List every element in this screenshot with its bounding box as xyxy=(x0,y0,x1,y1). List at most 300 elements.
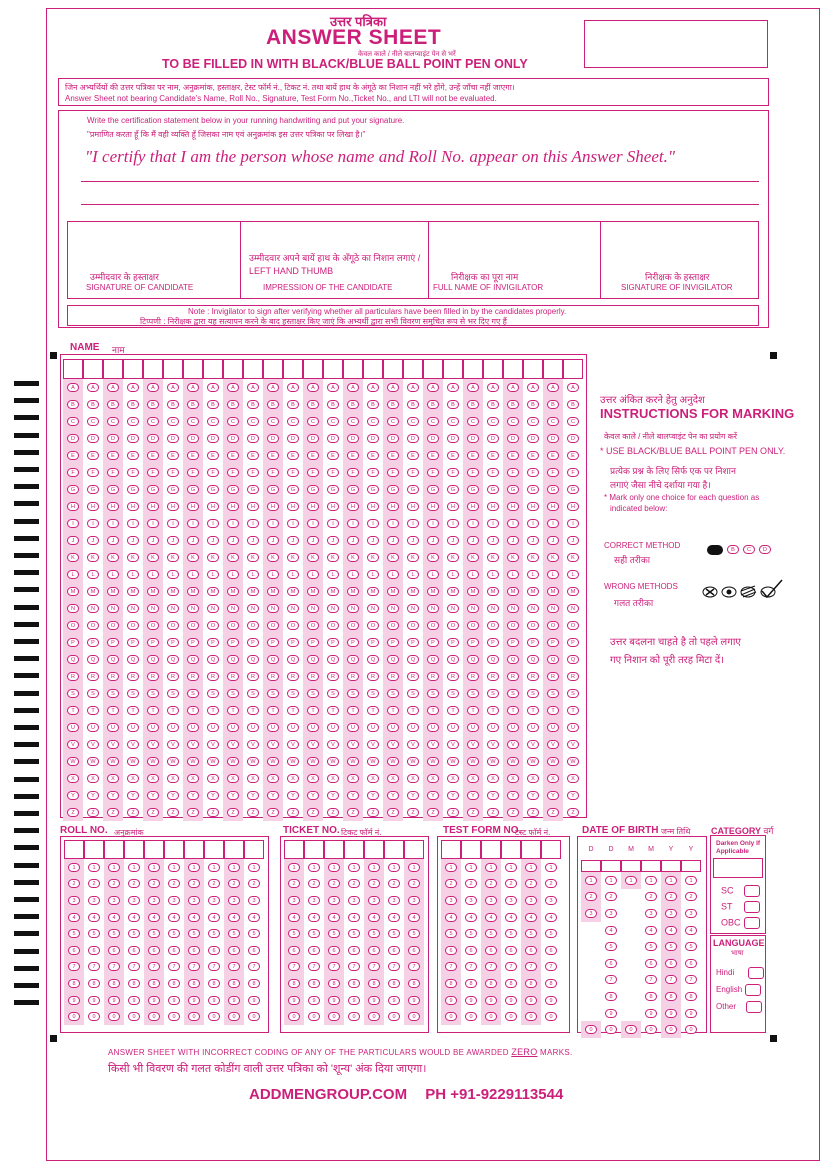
name-bubble[interactable]: M xyxy=(507,587,519,596)
name-bubble[interactable]: R xyxy=(547,672,559,681)
ticket-no-bubble[interactable]: 6 xyxy=(368,946,380,955)
name-bubble[interactable]: P xyxy=(327,638,339,647)
name-bubble[interactable]: Q xyxy=(287,655,299,664)
name-bubble[interactable]: T xyxy=(567,706,579,715)
name-bubble[interactable]: C xyxy=(167,417,179,426)
name-bubble[interactable]: N xyxy=(447,604,459,613)
roll-no-bubble[interactable]: 2 xyxy=(188,879,200,888)
name-bubble[interactable]: P xyxy=(507,638,519,647)
dob-bubble[interactable]: 1 xyxy=(645,876,657,885)
name-bubble[interactable]: O xyxy=(147,621,159,630)
name-bubble[interactable]: N xyxy=(227,604,239,613)
name-bubble[interactable]: Y xyxy=(347,791,359,800)
ticket-no-bubble[interactable]: 3 xyxy=(388,896,400,905)
test-form-no-bubble[interactable]: 9 xyxy=(525,996,537,1005)
name-bubble[interactable]: W xyxy=(387,757,399,766)
name-bubble[interactable]: Q xyxy=(307,655,319,664)
name-bubble[interactable]: X xyxy=(547,774,559,783)
roll-no-bubble[interactable]: 6 xyxy=(88,946,100,955)
name-bubble[interactable]: P xyxy=(407,638,419,647)
test-form-no-bubble[interactable]: 8 xyxy=(545,979,557,988)
name-bubble[interactable]: O xyxy=(187,621,199,630)
dob-bubble[interactable]: 2 xyxy=(645,892,657,901)
name-bubble[interactable]: G xyxy=(167,485,179,494)
name-bubble[interactable]: V xyxy=(547,740,559,749)
name-bubble[interactable]: Q xyxy=(567,655,579,664)
dob-bubble[interactable]: 1 xyxy=(625,876,637,885)
name-bubble[interactable]: P xyxy=(207,638,219,647)
name-bubble[interactable]: Z xyxy=(407,808,419,817)
name-bubble[interactable]: T xyxy=(287,706,299,715)
name-write-box[interactable] xyxy=(163,359,183,379)
name-bubble[interactable]: S xyxy=(387,689,399,698)
name-bubble[interactable]: O xyxy=(107,621,119,630)
name-bubble[interactable]: W xyxy=(567,757,579,766)
name-bubble[interactable]: J xyxy=(187,536,199,545)
name-bubble[interactable]: J xyxy=(387,536,399,545)
roll-no-bubble[interactable]: 5 xyxy=(248,929,260,938)
name-bubble[interactable]: R xyxy=(527,672,539,681)
name-bubble[interactable]: V xyxy=(567,740,579,749)
name-bubble[interactable]: O xyxy=(267,621,279,630)
name-bubble[interactable]: Y xyxy=(267,791,279,800)
ticket-no-bubble[interactable]: 6 xyxy=(308,946,320,955)
ticket-no-bubble[interactable]: 3 xyxy=(328,896,340,905)
name-bubble[interactable]: A xyxy=(307,383,319,392)
name-bubble[interactable]: U xyxy=(567,723,579,732)
name-bubble[interactable]: W xyxy=(167,757,179,766)
name-bubble[interactable]: S xyxy=(67,689,79,698)
roll-no-bubble[interactable]: 2 xyxy=(108,879,120,888)
name-bubble[interactable]: E xyxy=(267,451,279,460)
roll-no-bubble[interactable]: 1 xyxy=(128,863,140,872)
name-bubble[interactable]: T xyxy=(107,706,119,715)
test-form-no-bubble[interactable]: 5 xyxy=(505,929,517,938)
name-bubble[interactable]: O xyxy=(67,621,79,630)
roll-no-bubble[interactable]: 8 xyxy=(108,979,120,988)
name-bubble[interactable]: N xyxy=(547,604,559,613)
test-form-no-write-box[interactable] xyxy=(461,840,481,859)
name-bubble[interactable]: O xyxy=(367,621,379,630)
name-bubble[interactable]: K xyxy=(127,553,139,562)
name-bubble[interactable]: R xyxy=(447,672,459,681)
roll-no-bubble[interactable]: 7 xyxy=(168,962,180,971)
name-write-box[interactable] xyxy=(303,359,323,379)
name-bubble[interactable]: Q xyxy=(227,655,239,664)
name-bubble[interactable]: R xyxy=(347,672,359,681)
name-bubble[interactable]: W xyxy=(427,757,439,766)
name-bubble[interactable]: O xyxy=(287,621,299,630)
name-bubble[interactable]: X xyxy=(87,774,99,783)
name-bubble[interactable]: Q xyxy=(507,655,519,664)
test-form-no-write-box[interactable] xyxy=(541,840,561,859)
name-bubble[interactable]: Z xyxy=(347,808,359,817)
dob-bubble[interactable]: 8 xyxy=(645,992,657,1001)
test-form-no-bubble[interactable]: 5 xyxy=(485,929,497,938)
test-form-no-bubble[interactable]: 6 xyxy=(505,946,517,955)
ticket-no-write-box[interactable] xyxy=(284,840,304,859)
ticket-no-bubble[interactable]: 9 xyxy=(368,996,380,1005)
name-bubble[interactable]: G xyxy=(87,485,99,494)
name-bubble[interactable]: I xyxy=(247,519,259,528)
hindi-checkbox[interactable] xyxy=(748,967,764,979)
name-bubble[interactable]: W xyxy=(347,757,359,766)
name-bubble[interactable]: Y xyxy=(507,791,519,800)
name-bubble[interactable]: Y xyxy=(387,791,399,800)
test-form-no-bubble[interactable]: 4 xyxy=(445,913,457,922)
name-bubble[interactable]: A xyxy=(127,383,139,392)
roll-no-bubble[interactable]: 2 xyxy=(208,879,220,888)
ticket-no-bubble[interactable]: 8 xyxy=(328,979,340,988)
name-bubble[interactable]: N xyxy=(487,604,499,613)
name-bubble[interactable]: H xyxy=(367,502,379,511)
name-bubble[interactable]: G xyxy=(127,485,139,494)
name-bubble[interactable]: X xyxy=(307,774,319,783)
name-bubble[interactable]: L xyxy=(227,570,239,579)
name-bubble[interactable]: X xyxy=(487,774,499,783)
name-bubble[interactable]: J xyxy=(367,536,379,545)
name-bubble[interactable]: E xyxy=(67,451,79,460)
name-bubble[interactable]: T xyxy=(67,706,79,715)
name-bubble[interactable]: H xyxy=(567,502,579,511)
name-bubble[interactable]: F xyxy=(367,468,379,477)
name-bubble[interactable]: J xyxy=(487,536,499,545)
name-bubble[interactable]: A xyxy=(347,383,359,392)
name-bubble[interactable]: D xyxy=(547,434,559,443)
name-bubble[interactable]: N xyxy=(67,604,79,613)
test-form-no-bubble[interactable]: 8 xyxy=(505,979,517,988)
name-bubble[interactable]: D xyxy=(267,434,279,443)
name-bubble[interactable]: R xyxy=(287,672,299,681)
test-form-no-bubble[interactable]: 1 xyxy=(545,863,557,872)
dob-bubble[interactable]: 1 xyxy=(605,876,617,885)
name-bubble[interactable]: L xyxy=(67,570,79,579)
name-bubble[interactable]: O xyxy=(467,621,479,630)
name-bubble[interactable]: Q xyxy=(247,655,259,664)
ticket-no-bubble[interactable]: 6 xyxy=(388,946,400,955)
name-bubble[interactable]: B xyxy=(567,400,579,409)
roll-no-bubble[interactable]: 2 xyxy=(148,879,160,888)
name-bubble[interactable]: E xyxy=(347,451,359,460)
name-bubble[interactable]: N xyxy=(347,604,359,613)
name-bubble[interactable]: U xyxy=(187,723,199,732)
name-bubble[interactable]: F xyxy=(247,468,259,477)
test-form-no-bubble[interactable]: 8 xyxy=(445,979,457,988)
roll-no-bubble[interactable]: 2 xyxy=(88,879,100,888)
name-bubble[interactable]: Y xyxy=(547,791,559,800)
name-bubble[interactable]: C xyxy=(107,417,119,426)
name-bubble[interactable]: C xyxy=(447,417,459,426)
name-bubble[interactable]: B xyxy=(447,400,459,409)
name-bubble[interactable]: F xyxy=(567,468,579,477)
name-bubble[interactable]: Y xyxy=(527,791,539,800)
ticket-no-bubble[interactable]: 4 xyxy=(388,913,400,922)
name-bubble[interactable]: E xyxy=(387,451,399,460)
test-form-no-bubble[interactable]: 6 xyxy=(525,946,537,955)
ticket-no-bubble[interactable]: 7 xyxy=(368,962,380,971)
roll-no-bubble[interactable]: 9 xyxy=(68,996,80,1005)
name-bubble[interactable]: A xyxy=(147,383,159,392)
name-bubble[interactable]: I xyxy=(207,519,219,528)
name-bubble[interactable]: P xyxy=(527,638,539,647)
invigilator-name-field[interactable]: निरीक्षक का पूरा नाम FULL NAME OF INVIGILATOR xyxy=(433,272,544,292)
ticket-no-bubble[interactable]: 1 xyxy=(308,863,320,872)
name-bubble[interactable]: G xyxy=(467,485,479,494)
name-bubble[interactable]: J xyxy=(327,536,339,545)
roll-no-bubble[interactable]: 7 xyxy=(228,962,240,971)
name-bubble[interactable]: G xyxy=(147,485,159,494)
sc-checkbox[interactable] xyxy=(744,885,760,897)
roll-no-bubble[interactable]: 0 xyxy=(108,1012,120,1021)
name-bubble[interactable]: G xyxy=(187,485,199,494)
name-bubble[interactable]: K xyxy=(187,553,199,562)
name-bubble[interactable]: Y xyxy=(207,791,219,800)
name-bubble[interactable]: E xyxy=(507,451,519,460)
name-bubble[interactable]: F xyxy=(87,468,99,477)
roll-no-bubble[interactable]: 2 xyxy=(128,879,140,888)
name-bubble[interactable]: R xyxy=(87,672,99,681)
name-bubble[interactable]: C xyxy=(467,417,479,426)
roll-no-bubble[interactable]: 1 xyxy=(248,863,260,872)
name-bubble[interactable]: Z xyxy=(447,808,459,817)
name-bubble[interactable]: G xyxy=(107,485,119,494)
name-write-box[interactable] xyxy=(563,359,583,379)
name-bubble[interactable]: H xyxy=(327,502,339,511)
name-bubble[interactable]: L xyxy=(247,570,259,579)
name-bubble[interactable]: M xyxy=(227,587,239,596)
name-bubble[interactable]: L xyxy=(527,570,539,579)
name-bubble[interactable]: Q xyxy=(207,655,219,664)
name-bubble[interactable]: W xyxy=(287,757,299,766)
roll-no-bubble[interactable]: 3 xyxy=(88,896,100,905)
name-bubble[interactable]: G xyxy=(247,485,259,494)
roll-no-bubble[interactable]: 0 xyxy=(148,1012,160,1021)
roll-no-bubble[interactable]: 9 xyxy=(168,996,180,1005)
name-bubble[interactable]: E xyxy=(147,451,159,460)
name-bubble[interactable]: U xyxy=(547,723,559,732)
name-bubble[interactable]: U xyxy=(487,723,499,732)
name-bubble[interactable]: O xyxy=(327,621,339,630)
name-bubble[interactable]: C xyxy=(287,417,299,426)
name-bubble[interactable]: C xyxy=(307,417,319,426)
ticket-no-bubble[interactable]: 1 xyxy=(328,863,340,872)
name-bubble[interactable]: Q xyxy=(487,655,499,664)
name-bubble[interactable]: L xyxy=(287,570,299,579)
test-form-no-bubble[interactable]: 3 xyxy=(505,896,517,905)
name-bubble[interactable]: O xyxy=(507,621,519,630)
name-bubble[interactable]: W xyxy=(67,757,79,766)
name-bubble[interactable]: M xyxy=(427,587,439,596)
test-form-no-bubble[interactable]: 4 xyxy=(545,913,557,922)
test-form-no-bubble[interactable]: 0 xyxy=(465,1012,477,1021)
name-bubble[interactable]: W xyxy=(467,757,479,766)
category-code-box[interactable] xyxy=(713,858,763,878)
name-bubble[interactable]: U xyxy=(267,723,279,732)
roll-no-bubble[interactable]: 8 xyxy=(248,979,260,988)
name-bubble[interactable]: X xyxy=(167,774,179,783)
name-bubble[interactable]: Y xyxy=(187,791,199,800)
dob-bubble[interactable]: 2 xyxy=(685,892,697,901)
name-bubble[interactable]: U xyxy=(407,723,419,732)
name-bubble[interactable]: J xyxy=(127,536,139,545)
roll-no-bubble[interactable]: 8 xyxy=(168,979,180,988)
name-bubble[interactable]: J xyxy=(107,536,119,545)
name-bubble[interactable]: H xyxy=(107,502,119,511)
test-form-no-bubble[interactable]: 3 xyxy=(445,896,457,905)
name-bubble[interactable]: F xyxy=(327,468,339,477)
name-bubble[interactable]: V xyxy=(467,740,479,749)
name-bubble[interactable]: V xyxy=(87,740,99,749)
name-bubble[interactable]: C xyxy=(347,417,359,426)
name-bubble[interactable]: M xyxy=(367,587,379,596)
name-bubble[interactable]: J xyxy=(207,536,219,545)
name-bubble[interactable]: U xyxy=(307,723,319,732)
name-bubble[interactable]: X xyxy=(327,774,339,783)
roll-no-bubble[interactable]: 7 xyxy=(68,962,80,971)
roll-no-bubble[interactable]: 5 xyxy=(88,929,100,938)
name-bubble[interactable]: L xyxy=(347,570,359,579)
name-write-box[interactable] xyxy=(403,359,423,379)
name-bubble[interactable]: D xyxy=(87,434,99,443)
ticket-no-bubble[interactable]: 4 xyxy=(328,913,340,922)
roll-no-bubble[interactable]: 3 xyxy=(128,896,140,905)
name-bubble[interactable]: C xyxy=(87,417,99,426)
name-bubble[interactable]: W xyxy=(447,757,459,766)
dob-bubble[interactable]: 9 xyxy=(685,1009,697,1018)
roll-no-bubble[interactable]: 7 xyxy=(88,962,100,971)
dob-bubble[interactable]: 5 xyxy=(685,942,697,951)
name-bubble[interactable]: M xyxy=(167,587,179,596)
name-bubble[interactable]: B xyxy=(267,400,279,409)
ticket-no-bubble[interactable]: 3 xyxy=(408,896,420,905)
name-bubble[interactable]: C xyxy=(387,417,399,426)
name-bubble[interactable]: J xyxy=(167,536,179,545)
name-bubble[interactable]: Z xyxy=(467,808,479,817)
name-bubble[interactable]: X xyxy=(147,774,159,783)
ticket-no-bubble[interactable]: 8 xyxy=(388,979,400,988)
roll-no-bubble[interactable]: 6 xyxy=(68,946,80,955)
name-write-box[interactable] xyxy=(443,359,463,379)
name-bubble[interactable]: H xyxy=(167,502,179,511)
roll-no-bubble[interactable]: 6 xyxy=(248,946,260,955)
test-form-no-bubble[interactable]: 7 xyxy=(445,962,457,971)
name-write-box[interactable] xyxy=(63,359,83,379)
name-bubble[interactable]: A xyxy=(367,383,379,392)
name-bubble[interactable]: W xyxy=(127,757,139,766)
name-write-box[interactable] xyxy=(183,359,203,379)
ticket-no-bubble[interactable]: 0 xyxy=(328,1012,340,1021)
roll-no-write-box[interactable] xyxy=(144,840,164,859)
name-bubble[interactable]: D xyxy=(507,434,519,443)
ticket-no-bubble[interactable]: 6 xyxy=(288,946,300,955)
name-bubble[interactable]: W xyxy=(187,757,199,766)
name-bubble[interactable]: V xyxy=(267,740,279,749)
test-form-no-bubble[interactable]: 6 xyxy=(485,946,497,955)
roll-no-bubble[interactable]: 9 xyxy=(88,996,100,1005)
name-bubble[interactable]: V xyxy=(187,740,199,749)
name-bubble[interactable]: D xyxy=(227,434,239,443)
name-bubble[interactable]: X xyxy=(247,774,259,783)
name-bubble[interactable]: B xyxy=(307,400,319,409)
name-bubble[interactable]: F xyxy=(307,468,319,477)
dob-bubble[interactable]: 8 xyxy=(605,992,617,1001)
dob-bubble[interactable]: 4 xyxy=(665,926,677,935)
name-bubble[interactable]: W xyxy=(407,757,419,766)
name-bubble[interactable]: B xyxy=(107,400,119,409)
test-form-no-bubble[interactable]: 1 xyxy=(505,863,517,872)
name-bubble[interactable]: G xyxy=(327,485,339,494)
name-bubble[interactable]: J xyxy=(467,536,479,545)
name-bubble[interactable]: J xyxy=(287,536,299,545)
ticket-no-bubble[interactable]: 5 xyxy=(308,929,320,938)
test-form-no-bubble[interactable]: 2 xyxy=(505,879,517,888)
ticket-no-bubble[interactable]: 2 xyxy=(348,879,360,888)
name-bubble[interactable]: I xyxy=(447,519,459,528)
dob-write-box[interactable] xyxy=(641,860,661,872)
name-bubble[interactable]: O xyxy=(347,621,359,630)
test-form-no-bubble[interactable]: 2 xyxy=(485,879,497,888)
name-bubble[interactable]: B xyxy=(187,400,199,409)
name-write-box[interactable] xyxy=(343,359,363,379)
name-bubble[interactable]: R xyxy=(167,672,179,681)
ticket-no-bubble[interactable]: 6 xyxy=(328,946,340,955)
roll-no-bubble[interactable]: 6 xyxy=(228,946,240,955)
name-bubble[interactable]: Z xyxy=(507,808,519,817)
name-bubble[interactable]: R xyxy=(367,672,379,681)
name-bubble[interactable]: H xyxy=(427,502,439,511)
name-bubble[interactable]: T xyxy=(507,706,519,715)
name-bubble[interactable]: A xyxy=(287,383,299,392)
name-bubble[interactable]: R xyxy=(127,672,139,681)
name-bubble[interactable]: P xyxy=(287,638,299,647)
name-bubble[interactable]: C xyxy=(147,417,159,426)
name-bubble[interactable]: G xyxy=(267,485,279,494)
roll-no-bubble[interactable]: 2 xyxy=(168,879,180,888)
roll-no-bubble[interactable]: 3 xyxy=(148,896,160,905)
roll-no-bubble[interactable]: 7 xyxy=(108,962,120,971)
ticket-no-bubble[interactable]: 3 xyxy=(308,896,320,905)
name-bubble[interactable]: J xyxy=(67,536,79,545)
name-bubble[interactable]: B xyxy=(167,400,179,409)
name-bubble[interactable]: Q xyxy=(447,655,459,664)
roll-no-bubble[interactable]: 9 xyxy=(108,996,120,1005)
roll-no-bubble[interactable]: 0 xyxy=(248,1012,260,1021)
name-bubble[interactable]: Q xyxy=(527,655,539,664)
name-bubble[interactable]: U xyxy=(347,723,359,732)
name-bubble[interactable]: Q xyxy=(67,655,79,664)
test-form-no-bubble[interactable]: 9 xyxy=(545,996,557,1005)
dob-write-box[interactable] xyxy=(681,860,701,872)
test-form-no-bubble[interactable]: 2 xyxy=(465,879,477,888)
ticket-no-bubble[interactable]: 5 xyxy=(388,929,400,938)
roll-no-bubble[interactable]: 1 xyxy=(188,863,200,872)
name-bubble[interactable]: R xyxy=(207,672,219,681)
name-bubble[interactable]: A xyxy=(407,383,419,392)
name-bubble[interactable]: Q xyxy=(87,655,99,664)
name-bubble[interactable]: J xyxy=(147,536,159,545)
name-bubble[interactable]: E xyxy=(527,451,539,460)
name-bubble[interactable]: Q xyxy=(387,655,399,664)
dob-bubble[interactable]: 7 xyxy=(645,975,657,984)
name-bubble[interactable]: J xyxy=(307,536,319,545)
name-bubble[interactable]: K xyxy=(347,553,359,562)
roll-no-bubble[interactable]: 6 xyxy=(128,946,140,955)
name-bubble[interactable]: G xyxy=(287,485,299,494)
name-bubble[interactable]: Y xyxy=(227,791,239,800)
roll-no-bubble[interactable]: 9 xyxy=(188,996,200,1005)
other-checkbox[interactable] xyxy=(746,1001,762,1013)
name-bubble[interactable]: V xyxy=(287,740,299,749)
